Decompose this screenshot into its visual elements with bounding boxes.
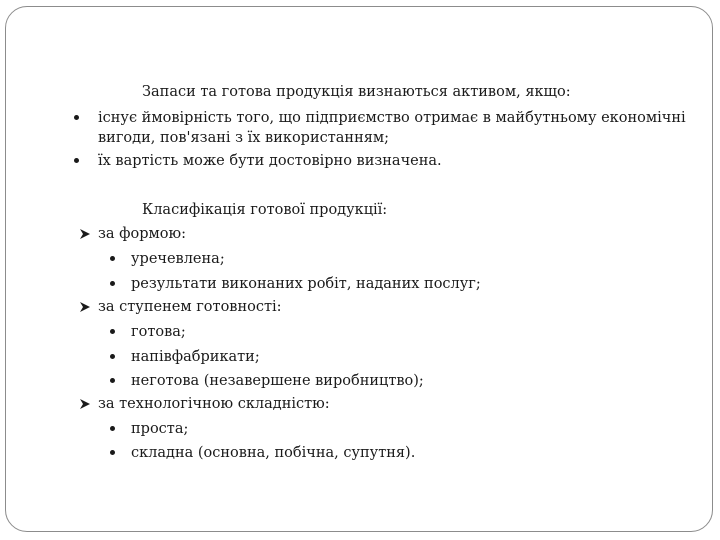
bullet-icon bbox=[74, 115, 79, 120]
group-readiness-label: за ступенем готовності: bbox=[98, 299, 282, 315]
arrow-bullet-icon bbox=[79, 398, 91, 410]
bullet-icon bbox=[110, 329, 115, 334]
recognition-condition-1 bbox=[98, 108, 698, 148]
group-readiness-item-2: напівфабрикати; bbox=[131, 349, 260, 365]
bullet-icon bbox=[110, 450, 115, 455]
group-complexity-item-1: проста; bbox=[131, 421, 189, 437]
bullet-icon bbox=[110, 256, 115, 261]
recognition-condition-1-line1: існує ймовірність того, що підприємство отримає в майбутньому економічні bbox=[98, 110, 686, 126]
group-form-label: за формою: bbox=[98, 226, 187, 242]
group-readiness-item-1: готова; bbox=[131, 324, 186, 340]
bullet-icon bbox=[110, 426, 115, 431]
group-complexity-item-2: складна (основна, побічна, супутня). bbox=[131, 445, 416, 461]
group-form-item-1: уречевлена; bbox=[131, 251, 225, 267]
group-readiness-item-3: неготова (незавершене виробництво); bbox=[131, 373, 424, 389]
recognition-condition-2-text: їх вартість може бути достовірно визначена. bbox=[98, 153, 442, 169]
arrow-bullet-icon bbox=[79, 301, 91, 313]
recognition-condition-2 bbox=[98, 151, 698, 171]
bullet-icon bbox=[74, 158, 79, 163]
group-complexity-label: за технологічною складністю: bbox=[98, 396, 330, 412]
classification-heading: Класифікація готової продукції: bbox=[142, 202, 388, 218]
bullet-icon bbox=[110, 354, 115, 359]
group-form-item-2: результати виконаних робіт, наданих послуг; bbox=[131, 276, 481, 292]
assets-recognition-heading: Запаси та готова продукція визнаються активом, якщо: bbox=[142, 84, 571, 100]
bullet-icon bbox=[110, 281, 115, 286]
arrow-bullet-icon bbox=[79, 228, 91, 240]
recognition-condition-1-line2: вигоди, пов'язані з їх використанням; bbox=[98, 130, 390, 146]
bullet-icon bbox=[110, 378, 115, 383]
